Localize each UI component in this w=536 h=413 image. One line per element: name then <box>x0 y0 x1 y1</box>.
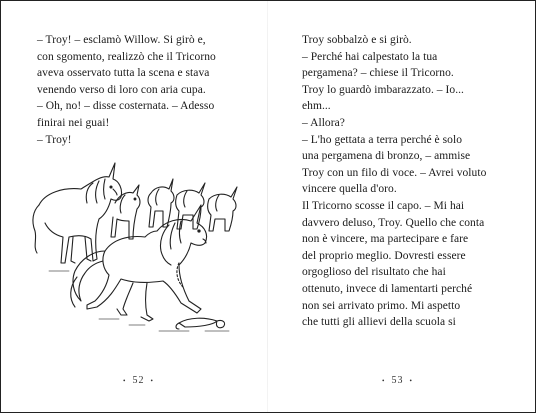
folio-ornament: • <box>123 376 127 385</box>
text-line: non sei arrivato primo. Mi aspetto <box>302 299 461 312</box>
text-line: – L'ho gettata a terra perché è solo <box>302 133 463 146</box>
text-line: aveva osservato tutta la scena e stava <box>37 67 210 80</box>
right-page <box>268 1 535 412</box>
right-page-text <box>302 32 512 331</box>
unicorn-group-right <box>148 179 237 231</box>
text-line: ehm... <box>302 100 331 113</box>
text-line: pergamena? – chiese il Tricorno. <box>302 67 454 80</box>
text-line: finirai nei guai! <box>37 116 110 129</box>
text-line: una pergamena di bronzo, – ammise <box>302 150 471 163</box>
page-number-value: 53 <box>391 375 404 386</box>
text-line: venendo verso di loro con aria cupa. <box>37 83 206 96</box>
folio-ornament: • <box>382 376 386 385</box>
text-line: – Troy! <box>37 133 72 146</box>
text-line: orgoglioso del risultato che hai <box>302 266 446 279</box>
text-line: non è vincere, ma partecipare e fare <box>302 233 469 246</box>
text-line: – Allora? <box>302 116 345 129</box>
folio-ornament: • <box>409 376 413 385</box>
folio-ornament: • <box>150 376 154 385</box>
unicorns-illustration <box>29 159 247 339</box>
text-line: – Troy! – esclamò Willow. Si girò e, <box>37 34 206 46</box>
left-page <box>1 1 268 412</box>
text-line: Il Tricorno scosse il capo. – Mi hai <box>302 199 465 212</box>
page-number-right <box>376 375 419 386</box>
left-page-text <box>37 32 257 148</box>
text-line: Troy con un filo di voce. – Avrei voluto <box>302 166 487 179</box>
ground-strokes <box>49 271 229 331</box>
scroll-on-ground <box>176 318 225 329</box>
text-line: Troy lo guardò imbarazzato. – Io... <box>302 83 464 96</box>
text-line: che tutti gli allievi della scuola si <box>302 316 456 329</box>
text-line: ottenuto, invece di lamentarti perché <box>302 282 473 295</box>
unicorn-middle <box>111 185 140 239</box>
unicorn-left <box>33 163 122 263</box>
text-line: davvero deluso, Troy. Quello che conta <box>302 216 485 229</box>
text-line: Troy sobbalzò e si girò. <box>302 34 412 46</box>
text-line: vincere quella d'oro. <box>302 183 397 196</box>
text-line: – Perché hai calpestato la tua <box>302 50 438 63</box>
text-line: con sgomento, realizzò che il Tricorno <box>37 50 216 63</box>
text-line: del proprio meglio. Dovresti essere <box>302 249 466 262</box>
unicorn-foreground <box>71 205 207 321</box>
page-number-value: 52 <box>132 375 145 386</box>
text-line: – Oh, no! – disse costernata. – Adesso <box>37 100 215 113</box>
page-number-left <box>117 375 160 386</box>
